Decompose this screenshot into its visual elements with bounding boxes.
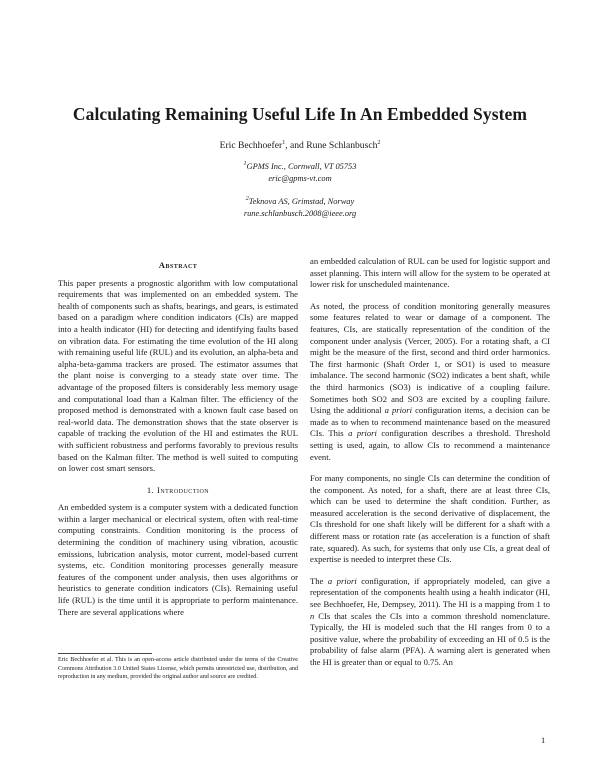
affiliation-email: rune.schlanbusch.2008@ieee.org (243, 209, 357, 218)
affiliation-block (0, 196, 600, 220)
affiliation-org: Teknova AS, Grimstad, Norway (248, 197, 355, 206)
author-affiliation-marker: 2 (377, 139, 381, 146)
affiliation-marker: 2 (245, 196, 249, 203)
paragraph: As noted, the process of condition monitoring generally measures some features related to wear or damage of a component. The features, CIs, are statically representation of the condition of the component under analysis (Vercer, 2005). For a rotating shaft, a CI might be the measure of the first, second and third order harmonics. The first harmonic (Shaft Order 1, or SO1) is used to measure imbalance. The second harmonic (SO2) indicates a bent shaft, while the third harmonics (SO3) is indicative of a coupling failure. Sometimes both SO2 and SO3 are excited by a coupling failure. Using the additional a priori configuration items, a decision can be made as to when to recommend maintenance based on the measured CIs. This a priori configuration describes a threshold. Threshold setting is used, again, to allow CIs to recommend a maintenance event. (310, 300, 550, 462)
introduction-heading: 1. Introduction (146, 484, 210, 495)
author-line (0, 140, 600, 151)
paragraph: For many components, no single CIs can determine the condition of the component. As noted, for a shaft, there are at least three CIs, which can be used to determine the shaft condition. Further, as measured acceleration is the second derivative of displacement, the CIs threshold for one shaft likely will be different for a shaft with a different mass or rotation rate (as acceleration is a function of shaft rate, squared). As such, for systems that only use CIs, a great deal of expertise is needed to interpret these CIs. (310, 473, 550, 565)
affiliation-org: GPMS Inc., Cornwall, VT 05753 (246, 162, 357, 171)
affiliation-block (0, 161, 600, 185)
affiliation-marker: 1 (243, 161, 247, 168)
page-number: 1 (541, 735, 546, 745)
abstract-heading: Abstract (158, 260, 198, 270)
license-footnote: Eric Bechhoefer et al. This is an open-access article distributed under the terms of the Creative Commons Attribution 3.0 United States License, which permits unrestricted use, distribution, and reproduction in any medium, provided the original author and source are credited. (58, 657, 298, 681)
author-name: Eric Bechhoefer (219, 140, 283, 151)
footnote-divider (58, 653, 152, 654)
author-joiner: , and (285, 140, 307, 151)
paragraph: The a priori configuration, if appropriately modeled, can give a representation of the components health using a health indicator (HI, see Bechhoefer, He, Dempsey, 2011). The HI is a mapping from 1 to n CIs that scales the CIs into a common threshold nomenclature. Typically, the HI is modeled such that the HI ranges from 0 to a positive value, where the probability of exceeding an HI of 0.5 is the probability of false alarm (PFA). A warning alert is generated when the HI is greater than or equal to 0.75. An (310, 575, 550, 667)
left-column (58, 256, 298, 627)
paragraph: an embedded calculation of RUL can be used for logistic support and asset planning. This intern will allow for the system to be operated at lower risk for unscheduled maintenance. (310, 256, 550, 290)
abstract-text: This paper presents a prognostic algorithm with low computational requirements that was implemented on an embedded system. The health of components such as shafts, bearings, and gears, is estimated based on a paradigm where condition indicators (CIs) are mapped into a health indicator (HI) for detecting and identifying faults based on vibration data. For estimating the time evolution of the HI along with remaining useful life (RUL) and its evolution, an alpha-beta and alpha-beta-gamma trackers are prosed. The estimator assumes that the plant noise is converging to a steady state over time. The advantage of the proposed filters is considerably less memory usage and computational load than a Kalman filter. The efficiency of the proposed method is demonstrated with a known fault case based on real-world data. The demonstration shows that the state observer is capable of tracking the evolution of the HI and estimates the RUL with sufficient robustness and performs favorably to previous results based on the Kalman filter. The method is well suited to computing on lower cost smart sensors. (58, 277, 298, 474)
author-name: Rune Schlanbusch (306, 140, 378, 151)
paper-title: Calculating Remaining Useful Life In An Embedded System (72, 104, 528, 124)
author-affiliation-marker: 1 (282, 139, 286, 146)
right-column (310, 256, 550, 679)
introduction-text: An embedded system is a computer system with a dedicated function within a larger mechanical or electrical system, often with real-time computing constraints. Condition monitoring is the process of determining the condition of machinery using vibration, acoustic emissions, lubrication analysis, motor current, model-based current systems, etc. Condition monitoring processes generally measure features of the component under analysis, then uses algorithms or heuristics to generate condition indicators (CIs). Remaining useful life (RUL) is the time until it is appropriate to perform maintenance. There are several applications where (58, 502, 298, 617)
affiliation-email: eric@gpms-vt.com (268, 174, 332, 183)
